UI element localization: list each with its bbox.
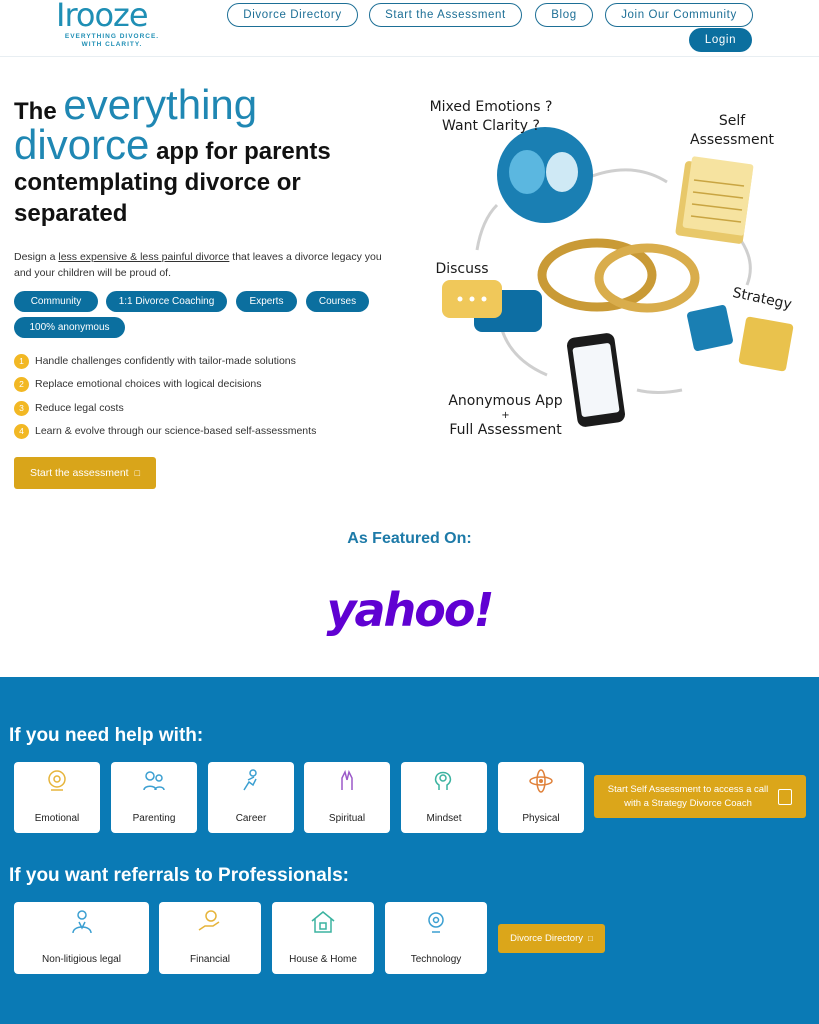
puzzle-pieces-icon [686,304,794,372]
house-icon [309,908,337,936]
benefit-number: 2 [14,377,29,392]
label-mixed-emotions-line1: Mixed Emotions ? [429,99,553,115]
arrow-icon: □ [134,468,141,478]
help-card-label: Spiritual [328,813,366,824]
help-card-spiritual[interactable] [304,762,390,833]
referrals-section-title: If you want referrals to Professionals: [9,865,349,886]
divorce-directory-button[interactable] [498,924,605,953]
hero-title-divorce: divorce [14,121,150,168]
benefit-item [14,353,296,369]
help-card-label: Parenting [132,813,176,824]
nav-start-assessment[interactable]: Start the Assessment [369,3,522,27]
arrow-icon: □ [588,934,593,943]
benefit-text: Replace emotional choices with logical decisions [35,378,262,390]
help-card-mindset[interactable] [401,762,487,833]
benefit-number: 1 [14,354,29,369]
label-discuss: Discuss [435,261,489,277]
benefit-item [14,376,261,392]
site-header [0,0,819,57]
nav-join-community[interactable]: Join Our Community [605,3,753,27]
label-strategy: Strategy [731,284,794,314]
hero-title-the: The [14,98,57,125]
start-assessment-button[interactable] [14,457,156,489]
label-anonymous-app-line1: Anonymous App [448,393,563,409]
benefit-text: Learn & evolve through our science-based self-assessments [35,425,317,437]
hero-desc-pre: Design a [14,251,59,263]
benefit-number: 4 [14,424,29,439]
label-self-assessment-line2: Assessment [690,132,774,148]
physical-icon [528,768,554,794]
referral-card-label: House & Home [289,954,357,965]
benefit-item [14,400,124,416]
notepad-icon [675,156,754,244]
help-card-label: Emotional [34,813,80,824]
benefit-text: Reduce legal costs [35,402,124,414]
referral-card-financial[interactable] [159,902,261,974]
help-section-title: If you need help with: [9,725,204,746]
help-card-parenting[interactable] [111,762,197,833]
technology-icon [422,908,450,936]
nav-blog[interactable]: Blog [535,3,593,27]
referral-card-label: Financial [189,954,231,965]
broken-rings-icon [542,243,695,308]
help-card-emotional[interactable] [14,762,100,833]
tag-community[interactable]: Community [14,291,98,312]
mindset-icon [431,768,457,794]
tag-experts[interactable]: Experts [236,291,297,312]
hero-title-rest1: app for parents [156,138,331,165]
benefit-number: 3 [14,401,29,416]
self-assessment-cta-line2: with a Strategy Divorce Coach [624,797,752,809]
self-assessment-cta-text [608,783,769,811]
site-logo[interactable] [56,0,171,52]
help-section [0,677,819,1024]
logo-tagline: EVERYTHING DIVORCE. WITH CLARITY. [64,33,160,48]
help-card-career[interactable] [208,762,294,833]
hero-title-everything: everything [63,81,258,128]
nav-divorce-directory[interactable]: Divorce Directory [227,3,358,27]
hero-title-rest3: separated [14,200,128,227]
process-illustration [412,90,812,445]
arrow-icon [778,789,792,805]
label-anonymous-app [438,392,573,440]
featured-title: As Featured On: [347,530,472,547]
spiritual-icon [334,768,360,794]
career-icon [238,768,264,794]
benefit-text: Handle challenges confidently with tailor-made solutions [35,355,296,367]
hero-desc-link[interactable]: less expensive & less painful divorce [58,251,230,263]
label-mixed-emotions [426,98,556,136]
hero-title-rest2: contemplating divorce or [14,169,301,196]
divorce-directory-label: Divorce Directory [510,933,583,944]
phone-icon [566,332,626,428]
referral-card-label: Non-litigious legal [42,954,121,965]
help-card-physical[interactable] [498,762,584,833]
referral-card-technology[interactable] [385,902,487,974]
hero-description [14,249,399,281]
legal-icon [68,908,96,936]
tag-anonymous[interactable]: 100% anonymous [14,317,125,338]
referral-card-label: Technology [410,954,462,965]
yahoo-logo[interactable]: yahoo! [326,583,493,637]
label-self-assessment-line1: Self [718,113,746,129]
label-mixed-emotions-line2: Want Clarity ? [442,118,540,134]
emotional-icon [44,768,70,794]
tag-coaching[interactable]: 1:1 Divorce Coaching [106,291,227,312]
label-anonymous-app-plus: + [501,410,510,421]
chat-bubbles-icon [442,280,542,332]
logo-wordmark: Irooze [56,0,148,34]
help-card-label: Physical [522,813,560,824]
label-anonymous-app-line2: Full Assessment [449,422,562,438]
benefit-item [14,423,316,439]
parenting-icon [141,768,167,794]
hero-title [14,81,414,229]
start-self-assessment-button[interactable] [594,775,806,818]
self-assessment-cta-line1: Start Self Assessment to access a call [607,783,769,795]
referral-card-house[interactable] [272,902,374,974]
help-card-label: Career [235,813,267,824]
help-card-label: Mindset [426,813,462,824]
referral-card-legal[interactable] [14,902,149,974]
hero-desc-post: that leaves a divorce legacy you and your children will be proud of. [14,251,382,279]
start-assessment-label: Start the assessment [29,467,129,479]
financial-icon [196,908,224,936]
label-self-assessment [682,112,782,150]
login-button[interactable]: Login [689,28,752,52]
tag-courses[interactable]: Courses [306,291,369,312]
